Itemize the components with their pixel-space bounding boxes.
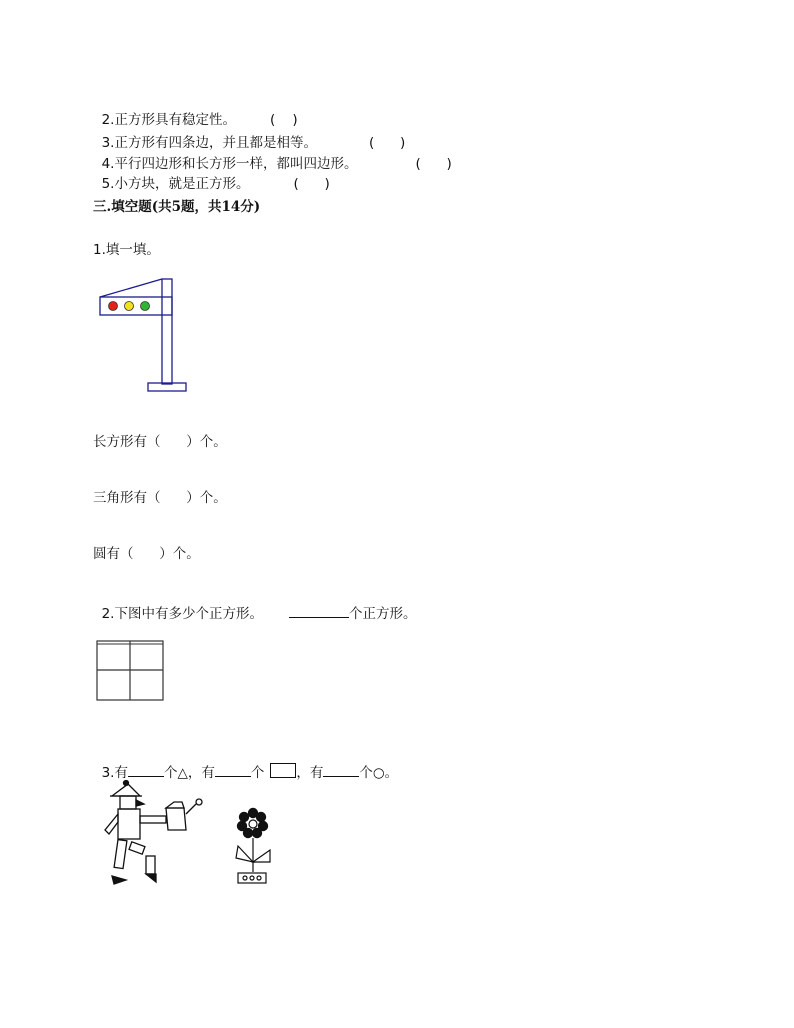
answer-blank[interactable] (215, 764, 251, 777)
question-2-text: 2.下图中有多少个正方形。 (101, 606, 263, 622)
question-3-text: 3.有 (101, 765, 128, 781)
can-handle (166, 802, 184, 808)
flower-center-circle (249, 820, 257, 828)
question-2-suffix: 个正方形。 (348, 606, 417, 622)
petal-circle (256, 812, 266, 822)
rectangle-symbol (270, 763, 296, 778)
can-spout-circle (196, 799, 202, 805)
right-foot (146, 874, 156, 882)
shape-flower-figure (230, 806, 280, 888)
body-rect (118, 809, 140, 839)
pot-rect (238, 873, 266, 883)
judge-item-5 (93, 157, 330, 193)
petal-circle (252, 828, 262, 838)
rectangle-count-line[interactable]: 长方形有（ ）个。 (93, 434, 227, 450)
question-3 (93, 745, 398, 782)
pot-dot-circle (243, 876, 247, 880)
petal-circle (237, 821, 247, 831)
watering-can (166, 808, 186, 830)
pot-dot-circle (257, 876, 261, 880)
right-leaf (253, 850, 270, 862)
question-3-text: ，有 (296, 765, 324, 781)
question-3-text: 个○。 (359, 765, 399, 781)
head-rect (120, 796, 136, 809)
pot-dot-circle (250, 876, 254, 880)
left-arm (105, 814, 118, 834)
left-leg-rect (114, 840, 127, 869)
judge-item-text: 4.平行四边形和长方形一样，都叫四边形。 (101, 156, 358, 172)
petal-circle (239, 812, 249, 822)
shape-robot-figure (100, 778, 210, 888)
square-grid-figure (95, 639, 167, 703)
circle-count-line[interactable]: 圆有（ ）个。 (93, 546, 200, 562)
question-3-text: 个 (250, 765, 265, 781)
left-leaf (236, 846, 253, 862)
triangle-count-line[interactable]: 三角形有（ ）个。 (93, 490, 227, 506)
answer-paren[interactable]: ( ) (368, 135, 406, 151)
pole-rect (162, 279, 172, 384)
pole-top-diagonal (100, 279, 162, 297)
hat-top-circle (124, 781, 129, 786)
green-light-circle (141, 302, 150, 311)
answer-blank[interactable] (128, 764, 164, 777)
answer-paren[interactable]: ( ) (415, 156, 452, 172)
left-foot (112, 876, 126, 884)
judge-item-text: 2.正方形具有稳定性。 (101, 112, 236, 128)
traffic-light-figure (96, 276, 192, 394)
nose-triangle (136, 800, 144, 806)
right-arm-rect (140, 816, 166, 823)
section-heading: 三.填空题(共5题，共14分) (93, 199, 261, 215)
red-light-circle (109, 302, 118, 311)
yellow-light-circle (125, 302, 134, 311)
right-shin-rect (146, 856, 155, 874)
answer-paren[interactable]: ( ) (293, 176, 330, 192)
question-2 (93, 587, 416, 623)
answer-blank[interactable] (289, 605, 349, 618)
question-1-title: 1.填一填。 (93, 242, 160, 258)
judge-item-text: 5.小方块，就是正方形。 (101, 176, 250, 192)
answer-paren[interactable]: ( ) (269, 112, 298, 128)
answer-blank[interactable] (323, 764, 359, 777)
question-3-text: 个△，有 (163, 765, 215, 781)
right-leg-rect (129, 842, 145, 854)
judge-item-text: 3.正方形有四条边，并且都是相等。 (101, 135, 317, 151)
